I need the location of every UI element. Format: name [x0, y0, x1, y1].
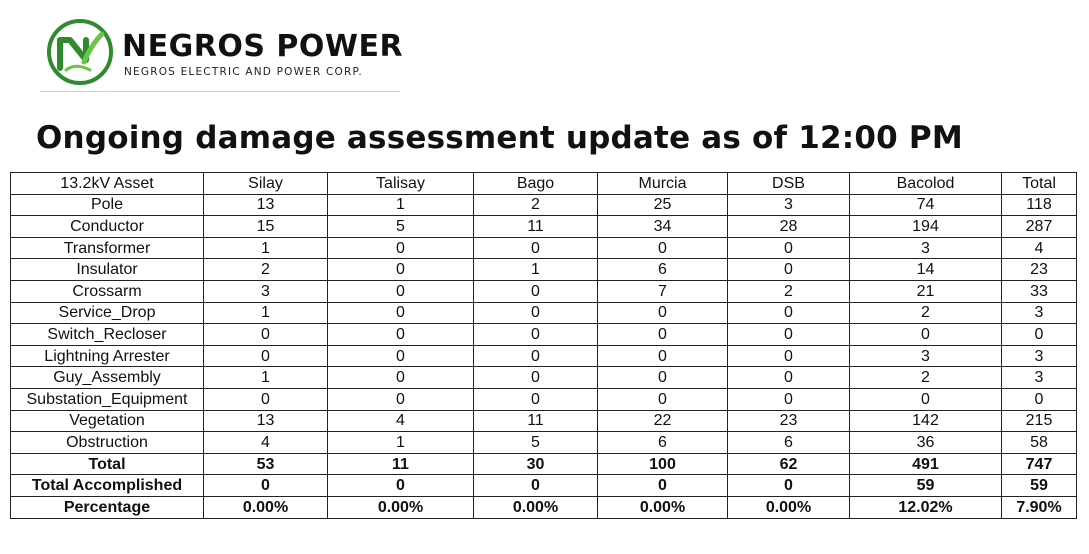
row-label-cell: Total Accomplished [11, 475, 204, 497]
value-cell: 0 [204, 475, 328, 497]
value-cell: 6 [598, 259, 728, 281]
value-cell: 21 [850, 280, 1002, 302]
value-cell: 36 [850, 432, 1002, 454]
table-header-row [11, 173, 1077, 195]
value-cell: 23 [1002, 259, 1077, 281]
table-row [11, 280, 1077, 302]
row-label-cell: Percentage [11, 496, 204, 518]
value-cell: 0 [728, 237, 850, 259]
value-cell: 3 [728, 194, 850, 216]
value-cell: 15 [204, 216, 328, 238]
table-row [11, 194, 1077, 216]
value-cell: 0.00% [328, 496, 474, 518]
value-cell: 1 [204, 237, 328, 259]
table-row [11, 345, 1077, 367]
column-header: Total [1002, 173, 1077, 195]
value-cell: 0 [728, 475, 850, 497]
table-row [11, 432, 1077, 454]
value-cell: 12.02% [850, 496, 1002, 518]
value-cell: 0 [328, 259, 474, 281]
value-cell: 30 [474, 453, 598, 475]
value-cell: 62 [728, 453, 850, 475]
value-cell: 0 [204, 388, 328, 410]
value-cell: 6 [728, 432, 850, 454]
value-cell: 53 [204, 453, 328, 475]
summary-row [11, 453, 1077, 475]
value-cell: 0 [598, 475, 728, 497]
value-cell: 0 [1002, 324, 1077, 346]
table-row [11, 216, 1077, 238]
table-row [11, 367, 1077, 389]
brand-name: NEGROS POWER [122, 29, 404, 64]
value-cell: 0 [598, 367, 728, 389]
value-cell: 34 [598, 216, 728, 238]
value-cell: 0 [598, 302, 728, 324]
value-cell: 0.00% [728, 496, 850, 518]
value-cell: 0 [328, 237, 474, 259]
value-cell: 0 [598, 388, 728, 410]
damage-assessment-table [10, 172, 1077, 519]
row-label-cell: Transformer [11, 237, 204, 259]
value-cell: 2 [474, 194, 598, 216]
negros-power-logo-icon [46, 18, 114, 86]
value-cell: 3 [1002, 302, 1077, 324]
column-header: Talisay [328, 173, 474, 195]
value-cell: 0 [728, 259, 850, 281]
value-cell: 0 [598, 345, 728, 367]
value-cell: 3 [850, 345, 1002, 367]
value-cell: 0 [1002, 388, 1077, 410]
value-cell: 4 [328, 410, 474, 432]
value-cell: 100 [598, 453, 728, 475]
value-cell: 7 [598, 280, 728, 302]
value-cell: 0 [728, 324, 850, 346]
value-cell: 0.00% [598, 496, 728, 518]
value-cell: 59 [850, 475, 1002, 497]
value-cell: 0 [474, 367, 598, 389]
column-header: DSB [728, 173, 850, 195]
value-cell: 747 [1002, 453, 1077, 475]
table-row [11, 237, 1077, 259]
value-cell: 0 [728, 345, 850, 367]
value-cell: 0 [328, 345, 474, 367]
page-title: Ongoing damage assessment update as of 12:00 PM [36, 120, 963, 156]
value-cell: 1 [474, 259, 598, 281]
row-label-cell: Total [11, 453, 204, 475]
value-cell: 3 [1002, 367, 1077, 389]
value-cell: 7.90% [1002, 496, 1077, 518]
value-cell: 3 [850, 237, 1002, 259]
company-logo [46, 18, 404, 88]
value-cell: 5 [474, 432, 598, 454]
value-cell: 0 [328, 302, 474, 324]
value-cell: 0 [850, 388, 1002, 410]
value-cell: 118 [1002, 194, 1077, 216]
value-cell: 14 [850, 259, 1002, 281]
row-label-cell: Obstruction [11, 432, 204, 454]
table-row [11, 259, 1077, 281]
value-cell: 0 [728, 388, 850, 410]
value-cell: 33 [1002, 280, 1077, 302]
row-label-cell: Lightning Arrester [11, 345, 204, 367]
value-cell: 0 [474, 280, 598, 302]
value-cell: 11 [328, 453, 474, 475]
value-cell: 58 [1002, 432, 1077, 454]
table-row [11, 388, 1077, 410]
value-cell: 0.00% [204, 496, 328, 518]
value-cell: 3 [1002, 345, 1077, 367]
value-cell: 1 [204, 302, 328, 324]
value-cell: 1 [204, 367, 328, 389]
value-cell: 0.00% [474, 496, 598, 518]
value-cell: 13 [204, 194, 328, 216]
row-label-cell: Service_Drop [11, 302, 204, 324]
value-cell: 0 [728, 367, 850, 389]
logo-divider [40, 91, 400, 92]
value-cell: 194 [850, 216, 1002, 238]
table-row [11, 324, 1077, 346]
value-cell: 0 [474, 475, 598, 497]
value-cell: 0 [474, 345, 598, 367]
column-header: 13.2kV Asset [11, 173, 204, 195]
value-cell: 1 [328, 194, 474, 216]
value-cell: 5 [328, 216, 474, 238]
value-cell: 0 [598, 237, 728, 259]
summary-row [11, 475, 1077, 497]
table-row [11, 302, 1077, 324]
table-row [11, 410, 1077, 432]
value-cell: 0 [204, 345, 328, 367]
row-label-cell: Vegetation [11, 410, 204, 432]
column-header: Silay [204, 173, 328, 195]
brand-subtitle: NEGROS ELECTRIC AND POWER CORP. [124, 66, 363, 78]
value-cell: 6 [598, 432, 728, 454]
value-cell: 2 [850, 302, 1002, 324]
value-cell: 23 [728, 410, 850, 432]
value-cell: 59 [1002, 475, 1077, 497]
value-cell: 0 [328, 280, 474, 302]
value-cell: 287 [1002, 216, 1077, 238]
value-cell: 142 [850, 410, 1002, 432]
value-cell: 491 [850, 453, 1002, 475]
column-header: Murcia [598, 173, 728, 195]
value-cell: 3 [204, 280, 328, 302]
row-label-cell: Guy_Assembly [11, 367, 204, 389]
row-label-cell: Crossarm [11, 280, 204, 302]
value-cell: 4 [204, 432, 328, 454]
value-cell: 215 [1002, 410, 1077, 432]
row-label-cell: Pole [11, 194, 204, 216]
value-cell: 0 [474, 388, 598, 410]
column-header: Bago [474, 173, 598, 195]
value-cell: 0 [328, 324, 474, 346]
value-cell: 0 [328, 475, 474, 497]
value-cell: 2 [850, 367, 1002, 389]
value-cell: 4 [1002, 237, 1077, 259]
value-cell: 11 [474, 216, 598, 238]
value-cell: 1 [328, 432, 474, 454]
value-cell: 74 [850, 194, 1002, 216]
value-cell: 0 [728, 302, 850, 324]
value-cell: 25 [598, 194, 728, 216]
value-cell: 13 [204, 410, 328, 432]
row-label-cell: Insulator [11, 259, 204, 281]
summary-row [11, 496, 1077, 518]
value-cell: 28 [728, 216, 850, 238]
value-cell: 0 [328, 388, 474, 410]
value-cell: 11 [474, 410, 598, 432]
value-cell: 0 [474, 324, 598, 346]
table-body [11, 194, 1077, 518]
value-cell: 0 [598, 324, 728, 346]
row-label-cell: Switch_Recloser [11, 324, 204, 346]
column-header: Bacolod [850, 173, 1002, 195]
row-label-cell: Substation_Equipment [11, 388, 204, 410]
value-cell: 0 [204, 324, 328, 346]
value-cell: 2 [728, 280, 850, 302]
value-cell: 0 [850, 324, 1002, 346]
value-cell: 22 [598, 410, 728, 432]
value-cell: 0 [328, 367, 474, 389]
value-cell: 0 [474, 302, 598, 324]
value-cell: 2 [204, 259, 328, 281]
row-label-cell: Conductor [11, 216, 204, 238]
value-cell: 0 [474, 237, 598, 259]
